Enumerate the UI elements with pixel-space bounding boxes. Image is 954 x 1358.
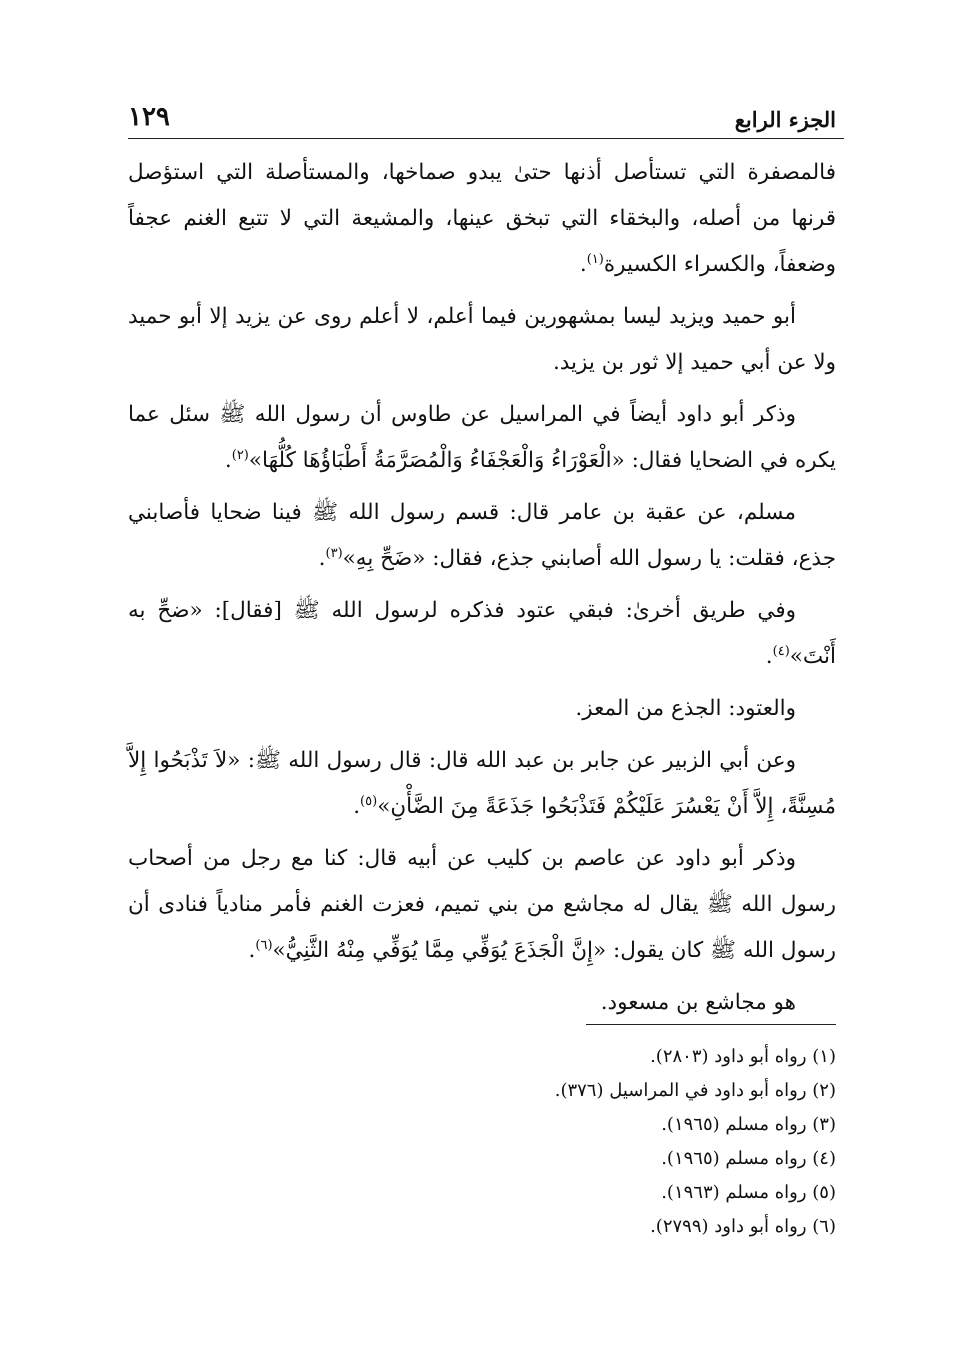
paragraph-text: هو مجاشع بن مسعود.: [600, 990, 796, 1015]
paragraph: [128, 738, 836, 830]
paragraph-end: .: [353, 794, 361, 819]
paragraph-end: .: [765, 644, 773, 669]
page-header: [128, 92, 836, 132]
footnote-ref: (٢): [231, 447, 249, 463]
footnote: (٥) رواه مسلم (١٩٦٣).: [661, 1182, 836, 1203]
paragraph-end: .: [224, 448, 232, 473]
footnote-ref: (٦): [255, 937, 273, 953]
footnotes: [336, 1040, 836, 1244]
paragraph: [128, 836, 836, 974]
paragraph: [128, 150, 836, 288]
paragraph: [128, 490, 836, 582]
paragraph: [128, 392, 836, 484]
footnote-ref: (٤): [772, 643, 790, 659]
footnote-ref: (١): [586, 251, 604, 267]
paragraph-text: أبو حميد ويزيد ليسا بمشهورين فيما أعلم، لا أعلم روى عن يزيد إلا أبو حميد ولا عن أبي حميد إلا ثور بن يزيد.: [128, 304, 836, 375]
paragraph-text: والعتود: الجذع من المعز.: [575, 696, 796, 721]
footnote-ref: (٥): [360, 793, 378, 809]
page-number: ١٢٩: [128, 102, 170, 132]
footnote: (٢) رواه أبو داود في المراسيل (٣٧٦).: [554, 1080, 836, 1101]
running-title: الجزء الرابع: [734, 107, 836, 132]
footnote: (٣) رواه مسلم (١٩٦٥).: [661, 1114, 836, 1135]
footnote-ref: (٣): [325, 545, 343, 561]
footnote: (٤) رواه مسلم (١٩٦٥).: [661, 1148, 836, 1169]
footnote: (٦) رواه أبو داود (٢٧٩٩).: [650, 1216, 836, 1237]
footnote-separator: [586, 1024, 836, 1025]
paragraph-end: .: [318, 546, 326, 571]
header-rule: [128, 138, 844, 139]
paragraph-end: .: [579, 252, 587, 277]
paragraph-text: وذكر أبو داود أيضاً في المراسيل عن طاوس أن رسول الله ﷺ سئل عما يكره في الضحايا فقال: «الْعَوْرَاءُ وَالْعَجْفَاءُ وَالْمُصَرَّمَةُ أَطْبَاؤُهَا كُلُّهَا»: [128, 402, 836, 473]
paragraph-end: .: [248, 938, 256, 963]
paragraph: [128, 588, 836, 680]
paragraph-text: مسلم، عن عقبة بن عامر قال: قسم رسول الله ﷺ فينا ضحايا فأصابني جذع، فقلت: يا رسول الله أصابني جذع، فقال: «ضَحِّ بِهِ»: [128, 500, 836, 571]
footnote: (١) رواه أبو داود (٢٨٠٣).: [650, 1046, 836, 1067]
paragraph-text: فالمصفرة التي تستأصل أذنها حتىٰ يبدو صماخها، والمستأصلة التي استؤصل قرنها من أصله، والبخقاء التي تبخق عينها، والمشيعة التي لا تتبع الغنم عجفاً وضعفاً، والكسراء الكسيرة: [128, 160, 836, 277]
paragraph-text: وعن أبي الزبير عن جابر بن عبد الله قال: قال رسول الله ﷺ: «لاَ تَذْبَحُوا إِلاَّ مُسِنَّةً، إِلاَّ أَنْ يَعْسُرَ عَلَيْكُمْ فَتَذْبَحُوا جَذَعَةً مِنَ الضَّأْنِ»: [128, 748, 836, 819]
paragraph-text: وفي طريق أخرىٰ: فبقي عتود فذكره لرسول الله ﷺ [فقال]: «ضحِّ به أَنْتَ»: [128, 598, 836, 669]
paragraph: [128, 294, 836, 386]
paragraph: [128, 686, 836, 732]
paragraph: [128, 980, 836, 1026]
main-text: [128, 150, 836, 1032]
paragraph-text: وذكر أبو داود عن عاصم بن كليب عن أبيه قال: كنا مع رجل من أصحاب رسول الله ﷺ يقال له مجاشع من بني تميم، فعزت الغنم فأمر منادياً فنادى أن رسول الله ﷺ كان يقول: «إِنَّ الْجَذَعَ يُوَفِّي مِمَّا يُوَفِّي مِنْهُ الثَّنِيُّ»: [128, 846, 836, 963]
